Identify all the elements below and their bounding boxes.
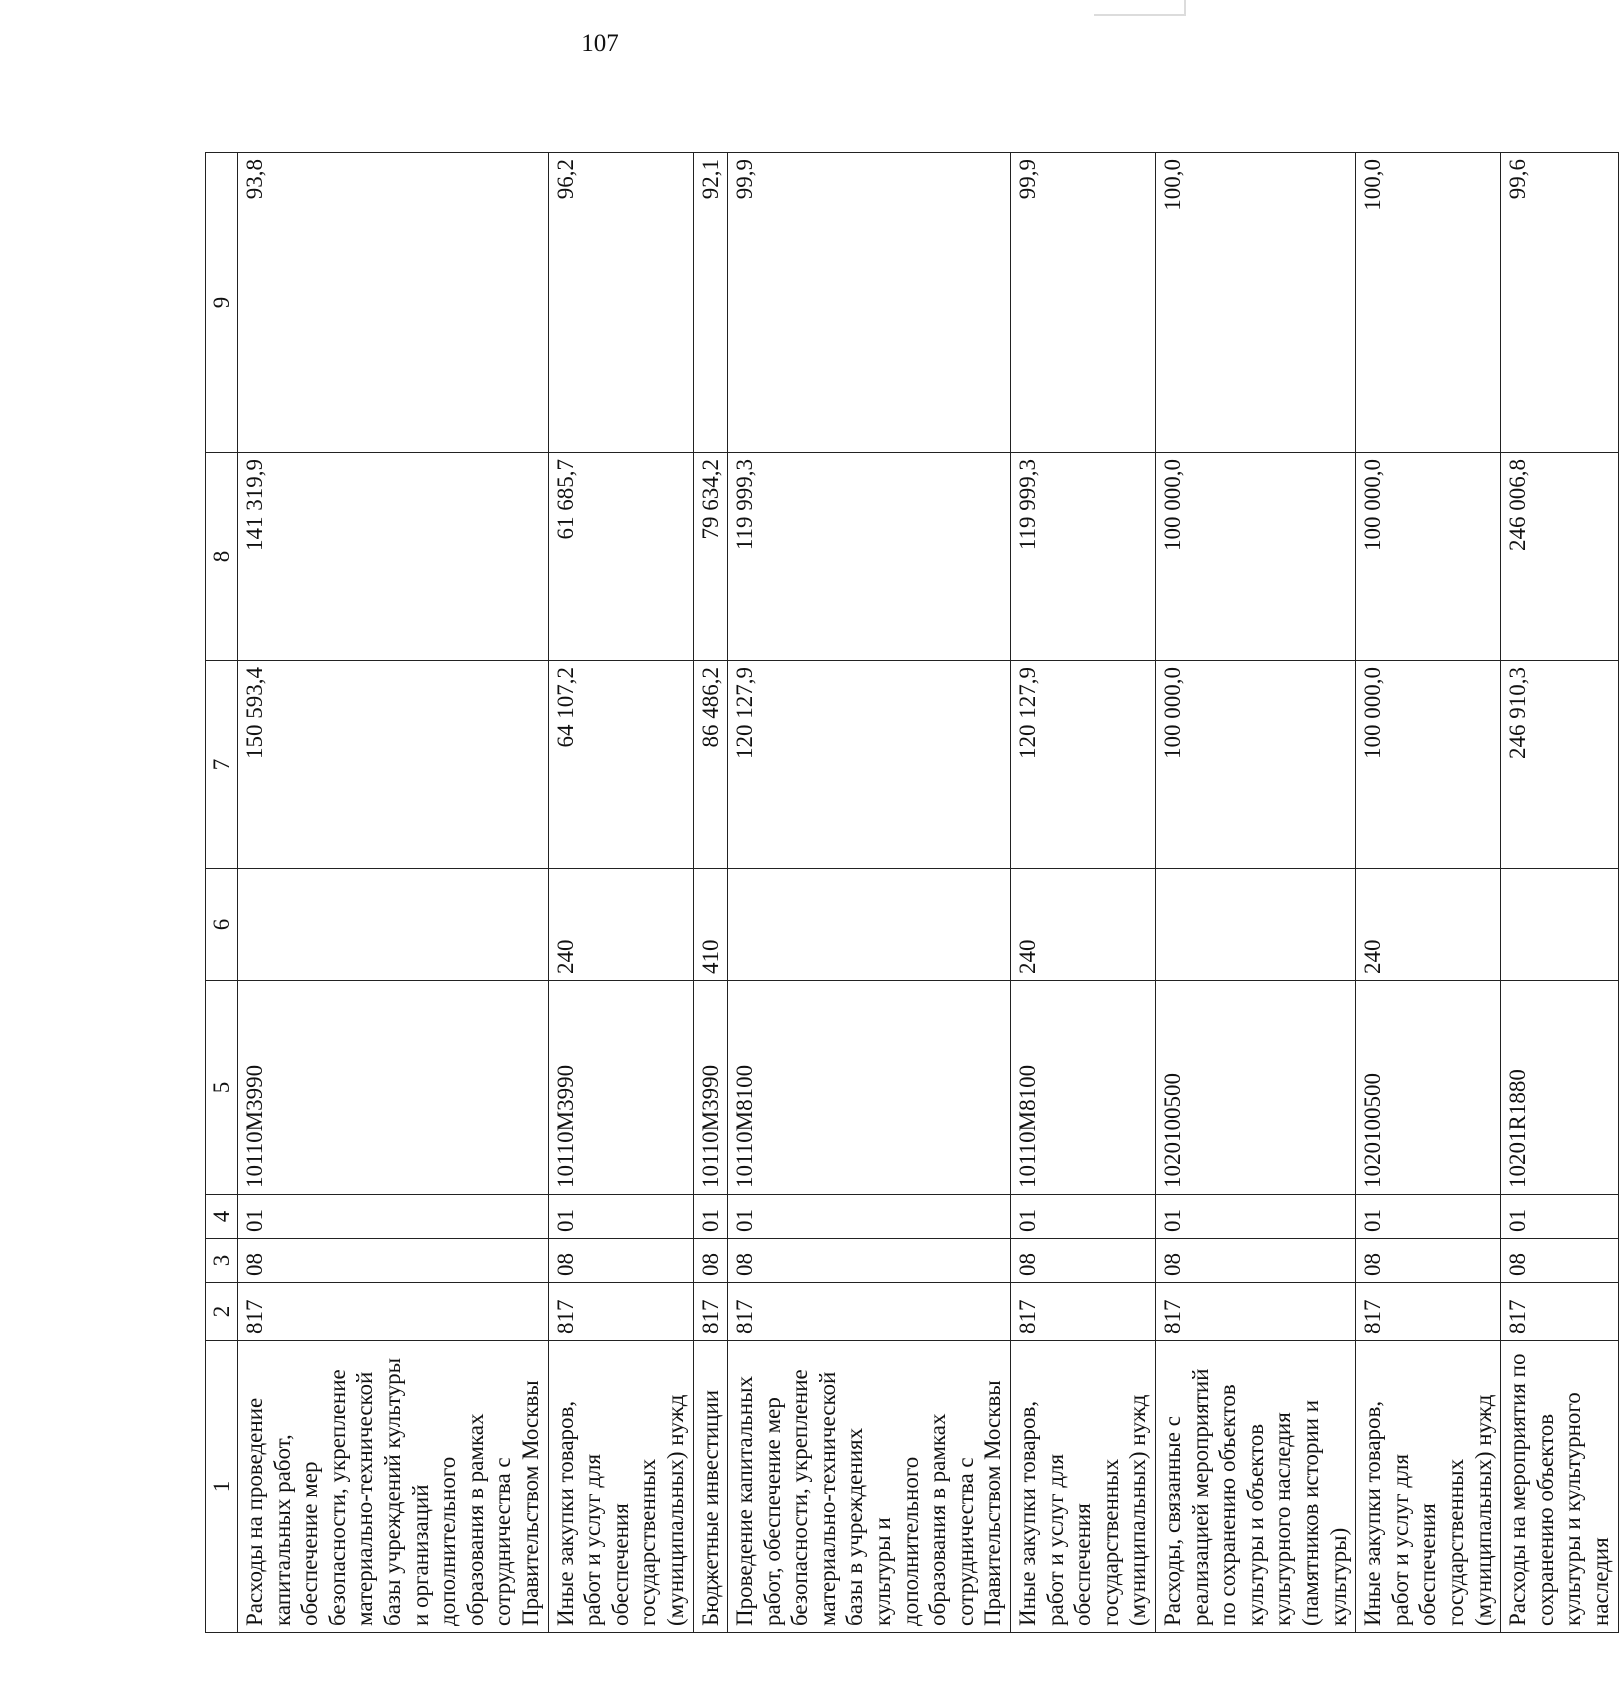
budget-table [205, 152, 1619, 1633]
row-description: Бюджетные инвестиции [693, 1341, 728, 1633]
header-cell: 8 [206, 453, 238, 661]
cell-actual-amount: 100 000,0 [1356, 453, 1501, 661]
cell-plan-amount: 86 486,2 [693, 661, 728, 869]
cell-percent: 100,0 [1156, 153, 1356, 453]
cell-target-article: 1020100500 [1356, 981, 1501, 1195]
header-cell: 4 [206, 1195, 238, 1239]
cell-subsection: 01 [728, 1195, 1011, 1239]
row-description: Иные закупки товаров, работ и услуг для обеспечения государственных (муниципальных) нужд [1011, 1341, 1156, 1633]
cell-actual-amount: 119 999,3 [1011, 453, 1156, 661]
header-cell: 2 [206, 1283, 238, 1341]
cell-plan-amount: 150 593,4 [238, 661, 549, 869]
table-row [1156, 153, 1356, 1633]
table-row [548, 153, 693, 1633]
cell-section: 08 [548, 1239, 693, 1283]
header-cell: 9 [206, 153, 238, 453]
cell-ministry: 817 [693, 1283, 728, 1341]
cell-subsection: 01 [238, 1195, 549, 1239]
cell-section: 08 [1356, 1239, 1501, 1283]
rotated-table-container [205, 153, 1613, 1633]
cell-subsection: 01 [693, 1195, 728, 1239]
cell-target-article: 10110М3990 [238, 981, 549, 1195]
cell-percent: 99,9 [1011, 153, 1156, 453]
cell-target-article: 10201R1880 [1501, 981, 1618, 1195]
row-description: Расходы на мероприятия по сохранению объектов культуры и культурного наследия [1501, 1341, 1618, 1633]
scan-artifact [1094, 0, 1186, 16]
cell-target-article: 10110М8100 [1011, 981, 1156, 1195]
cell-ministry: 817 [1011, 1283, 1156, 1341]
cell-actual-amount: 246 006,8 [1501, 453, 1618, 661]
cell-plan-amount: 120 127,9 [1011, 661, 1156, 869]
cell-ministry: 817 [238, 1283, 549, 1341]
table-row [1356, 153, 1501, 1633]
cell-subsection: 01 [1156, 1195, 1356, 1239]
header-cell: 1 [206, 1341, 238, 1633]
cell-ministry: 817 [728, 1283, 1011, 1341]
cell-expense-type: 410 [693, 869, 728, 981]
cell-plan-amount: 100 000,0 [1356, 661, 1501, 869]
cell-expense-type: 240 [1356, 869, 1501, 981]
cell-expense-type [1501, 869, 1618, 981]
page-number: 107 [581, 30, 619, 57]
cell-subsection: 01 [1011, 1195, 1156, 1239]
cell-target-article: 10110М3990 [548, 981, 693, 1195]
cell-actual-amount: 79 634,2 [693, 453, 728, 661]
cell-ministry: 817 [548, 1283, 693, 1341]
cell-expense-type [1156, 869, 1356, 981]
cell-plan-amount: 100 000,0 [1156, 661, 1356, 869]
cell-section: 08 [693, 1239, 728, 1283]
row-description: Расходы, связанные с реализацией мероприятий по сохранению объектов культуры и объектов культурного наследия (памятников истории и культуры) [1156, 1341, 1356, 1633]
cell-expense-type: 240 [1011, 869, 1156, 981]
cell-ministry: 817 [1501, 1283, 1618, 1341]
cell-subsection: 01 [1501, 1195, 1618, 1239]
header-cell: 5 [206, 981, 238, 1195]
header-row [206, 153, 238, 1633]
table-row [693, 153, 728, 1633]
cell-percent: 99,9 [728, 153, 1011, 453]
cell-actual-amount: 61 685,7 [548, 453, 693, 661]
row-description: Иные закупки товаров, работ и услуг для обеспечения государственных (муниципальных) нужд [548, 1341, 693, 1633]
table-row [1011, 153, 1156, 1633]
cell-actual-amount: 119 999,3 [728, 453, 1011, 661]
cell-ministry: 817 [1356, 1283, 1501, 1341]
cell-percent: 93,8 [238, 153, 549, 453]
cell-subsection: 01 [1356, 1195, 1501, 1239]
cell-plan-amount: 120 127,9 [728, 661, 1011, 869]
header-cell: 3 [206, 1239, 238, 1283]
cell-section: 08 [238, 1239, 549, 1283]
table-row [728, 153, 1011, 1633]
cell-target-article: 1020100500 [1156, 981, 1356, 1195]
cell-ministry: 817 [1156, 1283, 1356, 1341]
cell-expense-type [728, 869, 1011, 981]
cell-section: 08 [1011, 1239, 1156, 1283]
row-description: Проведение капитальных работ, обеспечение мер безопасности, укрепление материально-технической базы в учреждениях культуры и дополнительного образования в рамках сотрудничества с Правительством Москвы [728, 1341, 1011, 1633]
cell-section: 08 [728, 1239, 1011, 1283]
cell-percent: 92,1 [693, 153, 728, 453]
row-description: Расходы на проведение капитальных работ, обеспечение мер безопасности, укрепление материально-технической базы учреждений культуры и организаций дополнительного образования в рамках сотрудничества с Правительством Москвы [238, 1341, 549, 1633]
cell-target-article: 10110М3990 [693, 981, 728, 1195]
cell-section: 08 [1501, 1239, 1618, 1283]
cell-percent: 99,6 [1501, 153, 1618, 453]
header-cell: 6 [206, 869, 238, 981]
cell-target-article: 10110М8100 [728, 981, 1011, 1195]
row-description: Иные закупки товаров, работ и услуг для обеспечения государственных (муниципальных) нужд [1356, 1341, 1501, 1633]
cell-plan-amount: 246 910,3 [1501, 661, 1618, 869]
cell-plan-amount: 64 107,2 [548, 661, 693, 869]
cell-actual-amount: 141 319,9 [238, 453, 549, 661]
cell-expense-type [238, 869, 549, 981]
cell-expense-type: 240 [548, 869, 693, 981]
cell-actual-amount: 100 000,0 [1156, 453, 1356, 661]
table-row [1501, 153, 1618, 1633]
cell-percent: 96,2 [548, 153, 693, 453]
cell-percent: 100,0 [1356, 153, 1501, 453]
header-cell: 7 [206, 661, 238, 869]
table-row [238, 153, 549, 1633]
cell-section: 08 [1156, 1239, 1356, 1283]
cell-subsection: 01 [548, 1195, 693, 1239]
